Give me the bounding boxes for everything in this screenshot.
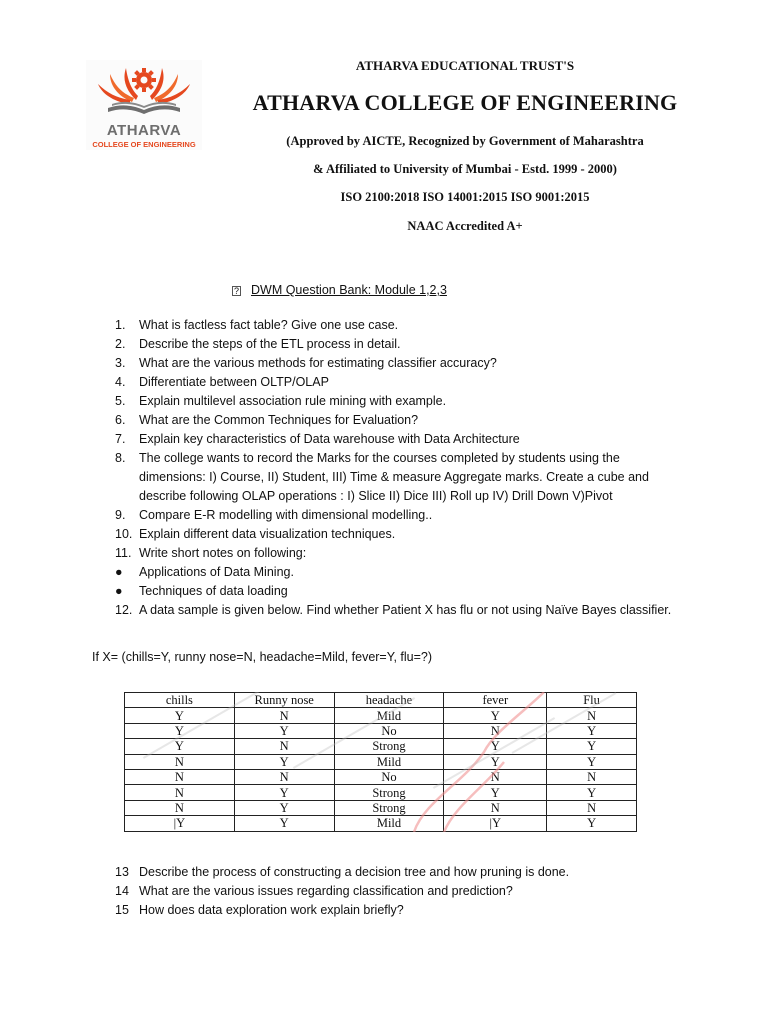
table-cell: Y (125, 708, 235, 723)
table-cell: Y (444, 708, 547, 723)
table-cell: No (334, 769, 444, 784)
table-header-cell: fever (444, 693, 547, 708)
logo-subtitle: COLLEGE OF ENGINEERING (92, 140, 196, 149)
table-cell: Y (547, 723, 637, 738)
question-text: Compare E-R modelling with dimensional modelling.. (139, 508, 433, 522)
flu-data-table (124, 692, 637, 832)
table-cell: Y (444, 754, 547, 769)
table-cell: N (125, 769, 235, 784)
question-item (115, 430, 675, 449)
question-item (115, 563, 675, 582)
table-header-row (125, 693, 637, 708)
question-text: Techniques of data loading (139, 584, 288, 598)
table-header-cell: Flu (547, 693, 637, 708)
table-cell: Y (547, 816, 637, 831)
table-cell: Mild (334, 708, 444, 723)
table-header-cell: headache (334, 693, 444, 708)
table-cell: Y (547, 785, 637, 800)
question-text: Describe the steps of the ETL process in detail. (139, 337, 401, 351)
question-text: How does data exploration work explain briefly? (139, 903, 404, 917)
table-row (125, 800, 637, 815)
question-text: What are the various methods for estimating classifier accuracy? (139, 356, 497, 370)
question-text: Explain multilevel association rule mining with example. (139, 394, 447, 408)
question-list (115, 316, 675, 620)
question-number: 12. (115, 603, 133, 617)
question-item (115, 449, 675, 506)
naac-line: NAAC Accredited A+ (407, 219, 523, 233)
college-name: ATHARVA COLLEGE OF ENGINEERING (252, 90, 678, 115)
question-text: Applications of Data Mining. (139, 565, 294, 579)
table-cell: N (234, 769, 334, 784)
question-item (115, 582, 675, 601)
question-item (115, 901, 675, 920)
approval-line: (Approved by AICTE, Recognized by Government of Maharashtra (286, 134, 644, 148)
table-cell: Y (444, 785, 547, 800)
question-bank-title (232, 283, 447, 297)
question-item (115, 506, 675, 525)
table-cell: N (444, 800, 547, 815)
table-cell: N (547, 708, 637, 723)
missing-glyph-icon: ? (233, 286, 239, 296)
table-row (125, 739, 637, 754)
table-header-cell: Runny nose (234, 693, 334, 708)
question-text: What is factless fact table? Give one use case. (139, 318, 399, 332)
question-text: Write short notes on following: (139, 546, 307, 560)
logo-name: ATHARVA (106, 122, 182, 139)
question-text: The college wants to record the Marks for the courses completed by students using the dimensions: I) Course, II) Student, III) Time & measure Aggregate marks. Create a cube and describe following OLAP operations : I) Slice II) Dice III) Roll up IV) Drill Down V)Pivot (139, 451, 649, 503)
table-cell: N (444, 723, 547, 738)
table-cell: N (125, 754, 235, 769)
question-item (115, 335, 675, 354)
table-cell: Y (234, 816, 334, 831)
question-item (115, 316, 675, 335)
question-text: Explain different data visualization techniques. (139, 527, 396, 541)
question-number: 10. (115, 527, 133, 541)
question-number: ● (115, 584, 123, 598)
table-cell: N (444, 769, 547, 784)
table-cell: N (234, 708, 334, 723)
table-row (125, 785, 637, 800)
question-number: 5. (115, 394, 126, 408)
trust-name: ATHARVA EDUCATIONAL TRUST'S (355, 58, 575, 73)
question-number: 14 (115, 884, 129, 898)
question-number: 2. (115, 337, 126, 351)
question-item (115, 411, 675, 430)
table-row (125, 708, 637, 723)
logo-emblem-icon (86, 60, 202, 122)
table-row (125, 754, 637, 769)
question-item (115, 354, 675, 373)
table-cell: Strong (334, 785, 444, 800)
question-item (115, 863, 675, 882)
table-cell: Y (547, 754, 637, 769)
question-number: 11. (115, 546, 132, 560)
question-text: A data sample is given below. Find whether Patient X has flu or not using Naïve Bayes classifier. (139, 603, 672, 617)
query-sample: If X= (chills=Y, runny nose=N, headache=Mild, fever=Y, flu=?) (92, 650, 433, 664)
question-text: What are the Common Techniques for Evaluation? (139, 413, 419, 427)
table-row (125, 723, 637, 738)
question-text: Describe the process of constructing a decision tree and how pruning is done. (139, 865, 570, 879)
question-text: Differentiate between OLTP/OLAP (139, 375, 329, 389)
table-cell: Y (234, 723, 334, 738)
table-cell: |Y (444, 816, 547, 831)
question-bank-title-text: DWM Question Bank: Module 1,2,3 (251, 283, 447, 297)
table-cell: Y (234, 785, 334, 800)
question-number: 1. (115, 318, 126, 332)
table-cell: N (125, 785, 235, 800)
question-item (115, 525, 675, 544)
question-number: 15 (115, 903, 129, 917)
question-number: 13 (115, 865, 129, 879)
table-cell: Y (234, 754, 334, 769)
question-list-continued (115, 863, 675, 920)
table-cell: Mild (334, 754, 444, 769)
iso-line: ISO 2100:2018 ISO 14001:2015 ISO 9001:2015 (340, 190, 590, 204)
table-cell: N (234, 739, 334, 754)
college-logo (86, 60, 202, 150)
table-cell: Strong (334, 800, 444, 815)
table-cell: Y (234, 800, 334, 815)
question-item (115, 544, 675, 563)
question-number: 8. (115, 451, 126, 465)
question-text: What are the various issues regarding classification and prediction? (139, 884, 513, 898)
table-cell: Strong (334, 739, 444, 754)
table-header-cell: chills (125, 693, 235, 708)
table-cell: |Y (125, 816, 235, 831)
question-number: 6. (115, 413, 126, 427)
table-cell: N (547, 769, 637, 784)
question-number: 7. (115, 432, 126, 446)
table-cell: Y (547, 739, 637, 754)
question-item (115, 392, 675, 411)
question-item (115, 601, 675, 620)
question-text: Explain key characteristics of Data warehouse with Data Architecture (139, 432, 520, 446)
question-number: 9. (115, 508, 126, 522)
question-number: 3. (115, 356, 126, 370)
table-cell: No (334, 723, 444, 738)
table-cell: N (547, 800, 637, 815)
table-cell: N (125, 800, 235, 815)
table-body (125, 708, 637, 831)
question-item (115, 882, 675, 901)
question-number: 4. (115, 375, 126, 389)
table-cell: Y (444, 739, 547, 754)
table-cell: Y (125, 723, 235, 738)
question-item (115, 373, 675, 392)
question-number: ● (115, 565, 123, 579)
table-cell: Mild (334, 816, 444, 831)
table-row (125, 816, 637, 831)
table-row (125, 769, 637, 784)
table-cell: Y (125, 739, 235, 754)
affiliation-line: & Affiliated to University of Mumbai - Estd. 1999 - 2000) (313, 162, 617, 176)
